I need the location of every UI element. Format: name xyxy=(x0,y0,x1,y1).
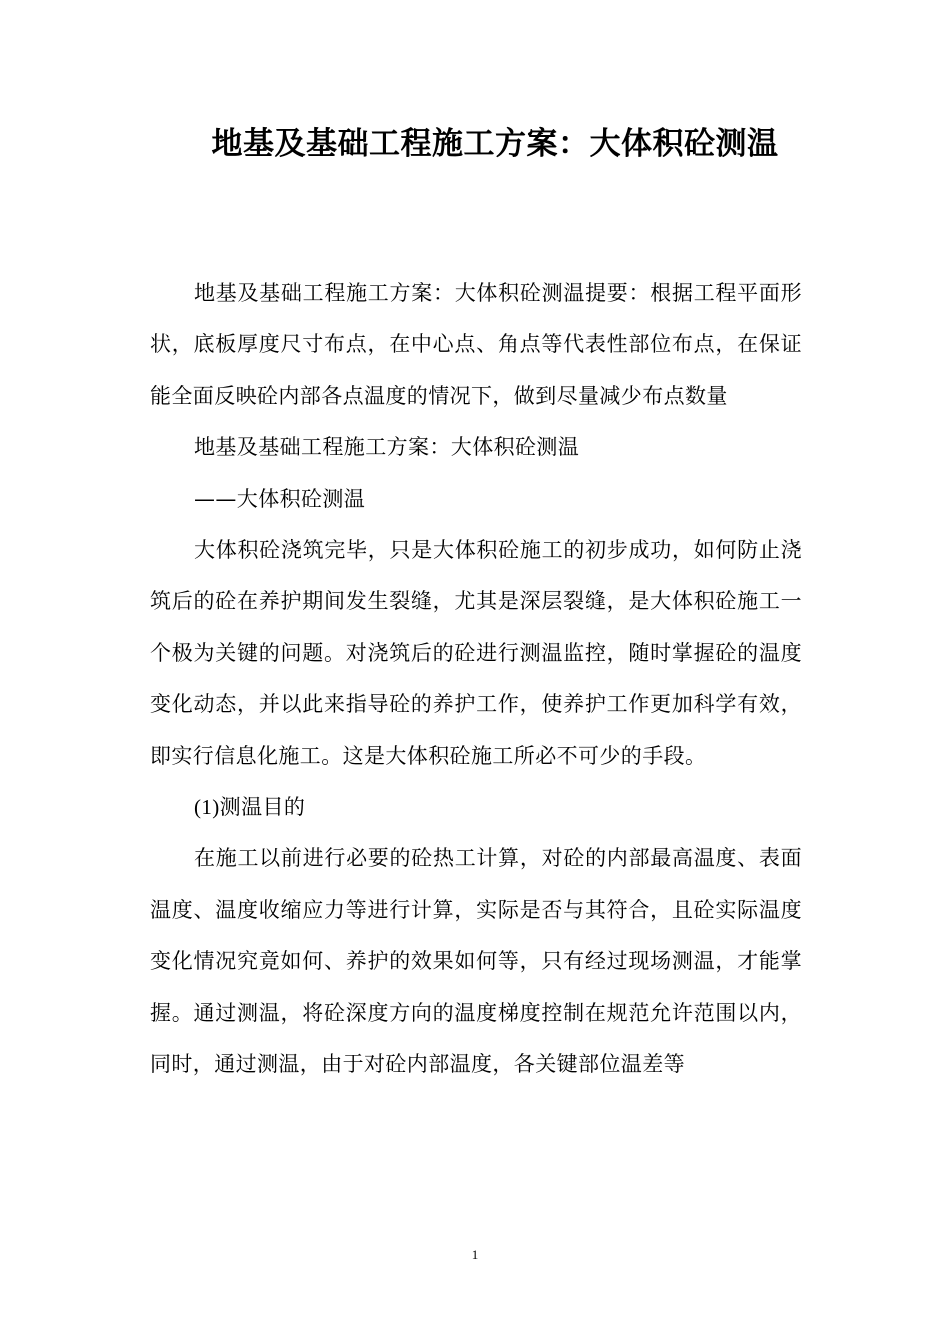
section-heading: (1)测温目的 xyxy=(194,795,306,820)
document-body xyxy=(150,268,802,1091)
document-title: 地基及基础工程施工方案：大体积砼测温 xyxy=(211,126,779,162)
repeated-title-line: 地基及基础工程施工方案：大体积砼测温 xyxy=(194,435,580,460)
intro-paragraph: 大体积砼浇筑完毕，只是大体积砼施工的初步成功，如何防止浇筑后的砼在养护期间发生裂缝，尤其是深层裂缝，是大体积砼施工一个极为关键的问题。对浇筑后的砼进行测温监控，随时掌握砼的温度变化动态，并以此来指导砼的养护工作，使养护工作更加科学有效，即实行信息化施工。这是大体积砼施工所必不可少的手段。 xyxy=(150,538,802,768)
purpose-paragraph: 在施工以前进行必要的砼热工计算，对砼的内部最高温度、表面温度、温度收缩应力等进行计算，实际是否与其符合，且砼实际温度变化情况究竟如何、养护的效果如何等，只有经过现场测温，才能掌握。通过测温，将砼深度方向的温度梯度控制在规范允许范围以内，同时，通过测温，由于对砼内部温度，各关键部位温差等 xyxy=(150,846,802,1077)
page-number: 1 xyxy=(471,1247,479,1262)
summary-paragraph: 地基及基础工程施工方案：大体积砼测温提要：根据工程平面形状，底板厚度尺寸布点，在中心点、角点等代表性部位布点，在保证能全面反映砼内部各点温度的情况下，做到尽量减少布点数量 xyxy=(150,281,802,408)
subtitle-line: ——大体积砼测温 xyxy=(194,486,366,511)
